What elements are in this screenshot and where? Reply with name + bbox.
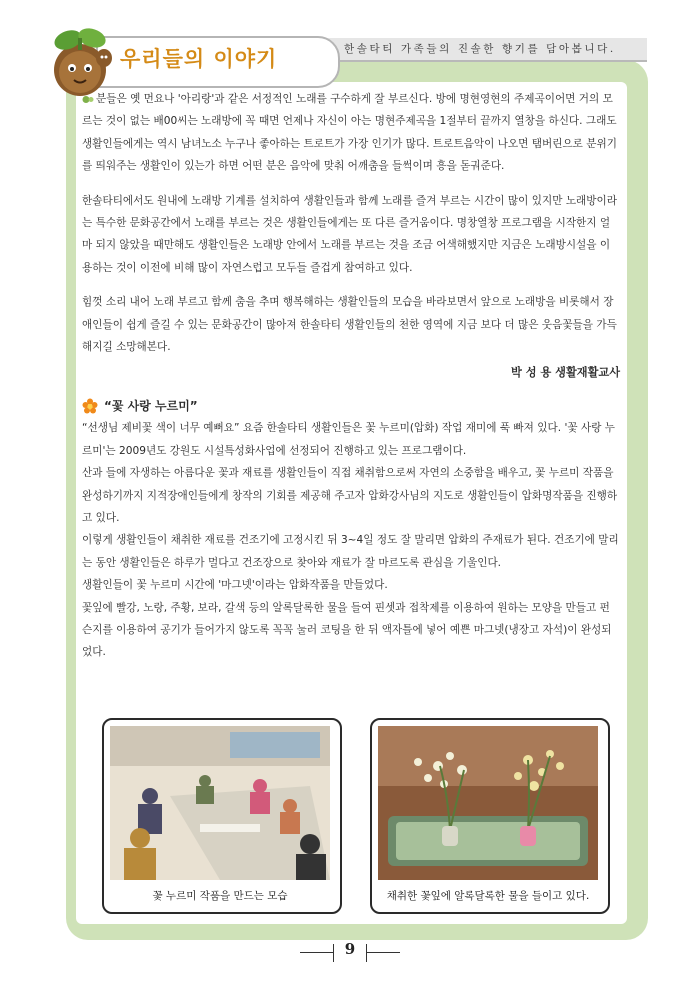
paragraph: 산과 들에 자생하는 아름다운 꽃과 재료를 생활인들이 직접 채취함으로써 자연의 소중함을 배우고, 꽃 누르미 작품을 완성하기까지 지적장애인들에게 창작의 기회를 제공해 주고자 압화강사님의 지도로 생활인들이 압화명작품을 진행하고 있다.: [82, 467, 618, 524]
article-body: [82, 88, 620, 664]
subsection-heading: “꽃 사랑 누르미”: [82, 395, 620, 417]
paragraph: 꽃잎에 빨강, 노랑, 주황, 보라, 갈색 등의 알록달록한 물을 들여 핀셋과 접착제를 이용하여 원하는 모양을 만들고 펀슨지를 이용하여 공기가 들어가지 않도록 꼭꼭 눌러 코팅을 한 뒤 액자틀에 넣어 예쁜 마그넷(냉장고 자석)이 완성되었다.: [82, 601, 612, 659]
photo-workshop: [110, 726, 330, 880]
photo-flowers: [378, 726, 598, 880]
paragraph: “선생님 제비꽃 색이 너무 예뻐요” 요즘 한솔타티 생활인들은 꽃 누르미(압화) 작업 재미에 푹 빠져 있다. '꽃 사랑 누르미'는 2009년도 강원도 시설특성화사업에 선정되어 진행하고 있는 프로그램이다.: [82, 422, 616, 457]
paragraph: 한솔타티에서도 원내에 노래방 기계를 설치하여 생활인들과 함께 노래를 즐겨 부르는 시간이 많이 있지만 노래방이라는 특수한 문화공간에서 노래를 부르는 것은 생활인들에게는 또 다른 즐거움이다. 명창열창 프로그램을 시작한지 얼마 되지 않았을 때만해도 생활인들은 노래방 안에서 노래를 부르는 것을 조금 어색해했지만 지금은 노래방시설을 이용하는 것이 이전에 비해 많이 자연스럽고 모두들 즐겁게 참여하고 있다.: [82, 194, 617, 274]
footer-rule-left: [300, 952, 334, 953]
photo-caption: 꽃 누르미 작품을 만드는 모습: [152, 890, 288, 902]
bullet-dot-icon: [82, 95, 94, 104]
author-signature: 박 성 용 생활재활교사: [511, 366, 620, 380]
footer-tick-left: [333, 944, 334, 962]
paragraph: 분들은 옛 먼요나 '아리랑'과 같은 서정적인 노래를 구수하게 잘 부르신다. 방에 명현영현의 주제곡이어면 거의 모르는 것이 없는 배00씨는 노래방에 꼭 때면 언제나 자신이 아는 명현주제곡을 1절부터 끝까지 열창을 하신다. 그래도 생활인들에게는 역시 남녀노소 누구나 좋아하는 트로트가 가장 인기가 많다. 트로트음악이 나오면 탬버린으로 분위기를 띄워주는 생활인이 있는가 하면 어떤 분은 음악에 맞춰 어깨춤을 들썩이며 흥을 돋궈준다.: [82, 93, 617, 173]
footer-tick-right: [366, 944, 367, 962]
photo-caption: 채취한 꽃잎에 알록달록한 물을 들이고 있다.: [386, 890, 590, 902]
page-number: 9: [344, 940, 356, 958]
flower-icon: [82, 398, 98, 414]
paragraph: 이렇게 생활인들이 채취한 재료를 건조기에 고정시킨 뒤 3~4일 정도 잘 말리면 압화의 주재료가 된다. 건조기에 말리는 동안 생활인들은 하루가 멀다고 건조장으로 찾아와 재료가 잘 마르도록 관심을 기울인다.: [82, 534, 619, 569]
footer-rule-right: [366, 952, 400, 953]
section-title: 우리들의 이야기: [120, 47, 278, 71]
paragraph: 힘껏 소리 내어 노래 부르고 함께 춤을 추며 행복해하는 생활인들의 모습을 바라보면서 앞으로 노래방을 비롯해서 장애인들이 쉽게 즐길 수 있는 문화공간이 많아져 한솔타티 생활인들의 천한 영역에 지금 보다 더 많은 웃음꽃들을 가득해지길 소망해본다.: [82, 296, 617, 354]
header-tagline: 한솔타티 가족들의 진솔한 향기를 담아봅니다.: [344, 43, 616, 55]
paragraph: 생활인들이 꽃 누르미 시간에 '마그넷'이라는 압화작품을 만들었다.: [82, 579, 388, 592]
